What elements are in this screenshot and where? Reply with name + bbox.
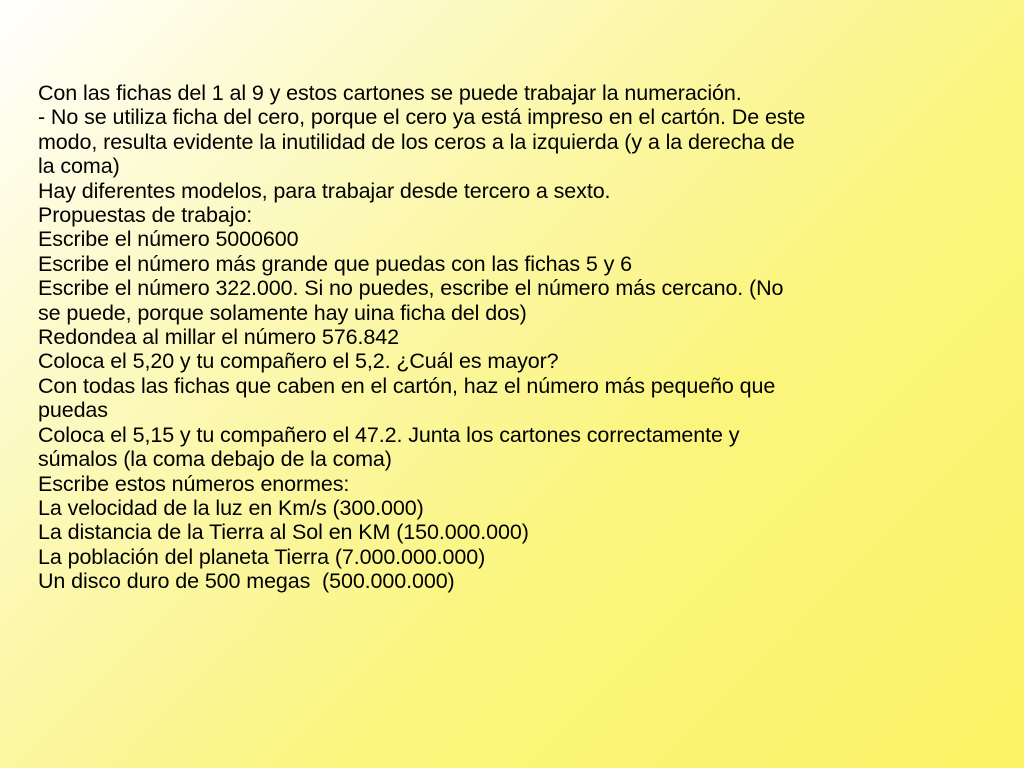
text-line: Redondea al millar el número 576.842 [38,325,399,350]
text-line: Con todas las fichas que caben en el cartón, haz el número más pequeño que [38,373,776,398]
text-line: Propuestas de trabajo: [38,203,253,228]
text-line: Escribe el número 5000600 [38,227,299,252]
text-line: Escribe el número más grande que puedas con las fichas 5 y 6 [38,251,632,276]
text-line: Coloca el 5,15 y tu compañero el 47.2. Junta los cartones correctamente y [38,422,740,447]
text-line: Un disco duro de 500 megas (500.000.000) [38,569,455,594]
text-line: súmalos (la coma debajo de la coma) [38,447,392,472]
text-line: Hay diferentes modelos, para trabajar desde tercero a sexto. [38,178,611,203]
text-line: modo, resulta evidente la inutilidad de los ceros a la izquierda (y a la derecha de [38,129,795,154]
text-line: La distancia de la Tierra al Sol en KM (150.000.000) [38,520,529,545]
text-line: Escribe el número 322.000. Si no puedes, escribe el número más cercano. (No [38,276,784,301]
text-line: puedas [38,398,108,423]
text-line: Escribe estos números enormes: [38,471,350,496]
text-line: la coma) [38,154,120,179]
text-line: se puede, porque solamente hay uina ficha del dos) [38,300,527,325]
slide-text-block [38,81,978,594]
text-line: La velocidad de la luz en Km/s (300.000) [38,495,424,520]
text-line: Con las fichas del 1 al 9 y estos cartones se puede trabajar la numeración. [38,81,742,105]
text-line: La población del planeta Tierra (7.000.000.000) [38,544,486,569]
text-line: - No se utiliza ficha del cero, porque el cero ya está impreso en el cartón. De este [38,105,806,130]
text-line: Coloca el 5,20 y tu compañero el 5,2. ¿Cuál es mayor? [38,349,559,374]
